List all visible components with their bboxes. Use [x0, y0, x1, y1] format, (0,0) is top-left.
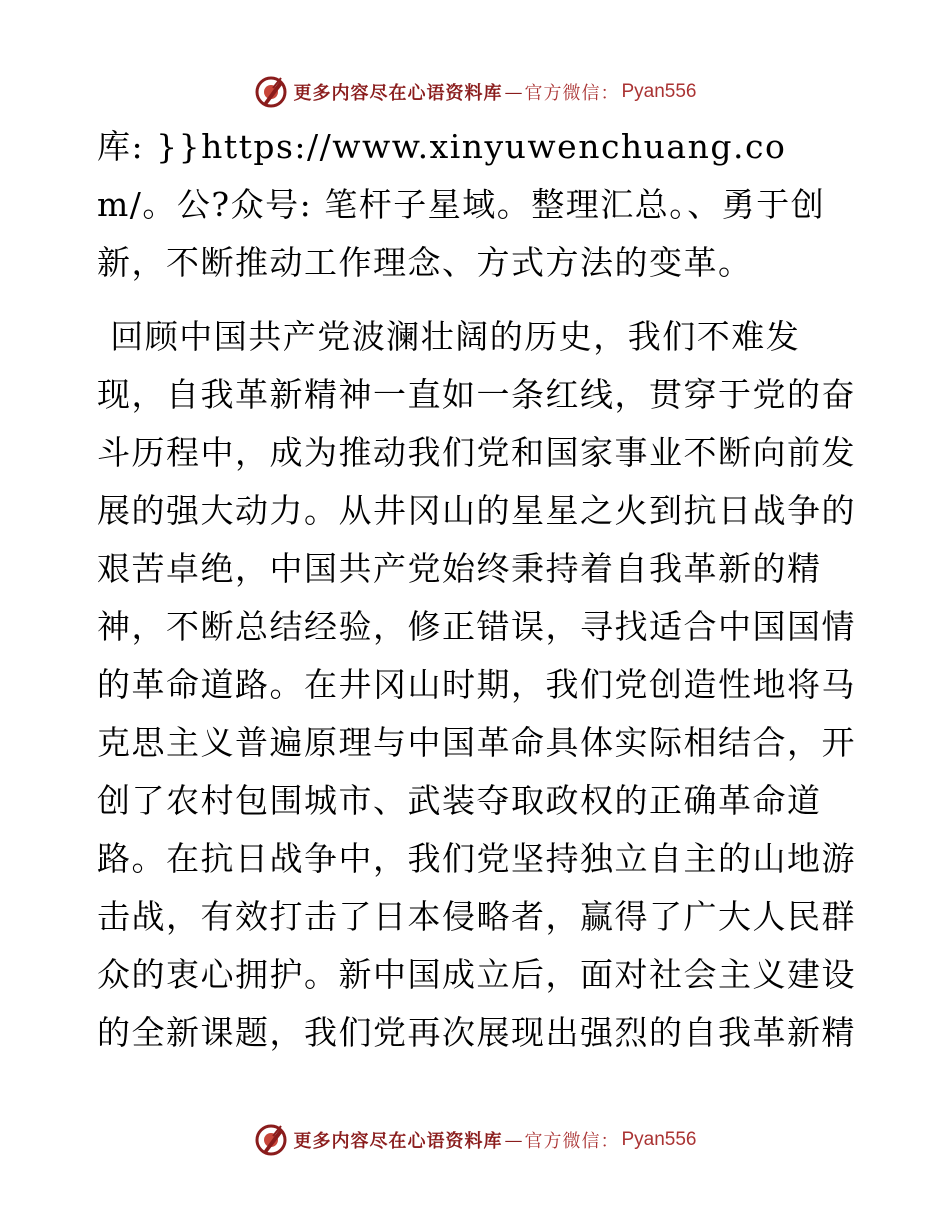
document-body [97, 118, 857, 1062]
banner-wechat-id: Pyan556 [621, 1129, 697, 1150]
quill-logo-icon [253, 74, 289, 110]
banner-official-label: 官方微信： [524, 83, 620, 104]
paragraph-2: 回顾中国共产党波澜壮阔的历史，我们不难发现，自我革新精神一直如一条红线，贯穿于党的奋斗历程中，成为推动我们党和国家事业不断向前发展的强大动力。从井冈山的星星之火到抗日战争的艰苦卓绝，中国共产党始终秉持着自我革新的精神，不断总结经验，修正错误，寻找适合中国国情的革命道路。在井冈山时期，我们党创造性地将马克思主义普遍原理与中国革命具体实际相结合，开创了农村包围城市、武装夺取政权的正确革命道路。在抗日战争中，我们党坚持独立自主的山地游击战，有效打击了日本侵略者，赢得了广大人民群众的衷心拥护。新中国成立后，面对社会主义建设的全新课题，我们党再次展现出强烈的自我革新精 [97, 317, 856, 1052]
banner-dash: — [504, 81, 523, 103]
paragraph-1: 库: }}https://www.xinyuwenchuang.com/。公?众号: 笔杆子星域。整理汇总。、勇于创新，不断推动工作理念、方式方法的变革。 [97, 127, 826, 282]
quill-logo-icon [253, 1122, 289, 1158]
footer-banner [0, 1120, 950, 1160]
banner-wechat-id: Pyan556 [621, 81, 697, 102]
banner-main-text: 更多内容尽在心语资料库 [293, 1131, 503, 1152]
banner-official-label: 官方微信： [524, 1131, 620, 1152]
banner-dash: — [504, 1129, 523, 1151]
header-banner [0, 72, 950, 112]
banner-main-text: 更多内容尽在心语资料库 [293, 83, 503, 104]
